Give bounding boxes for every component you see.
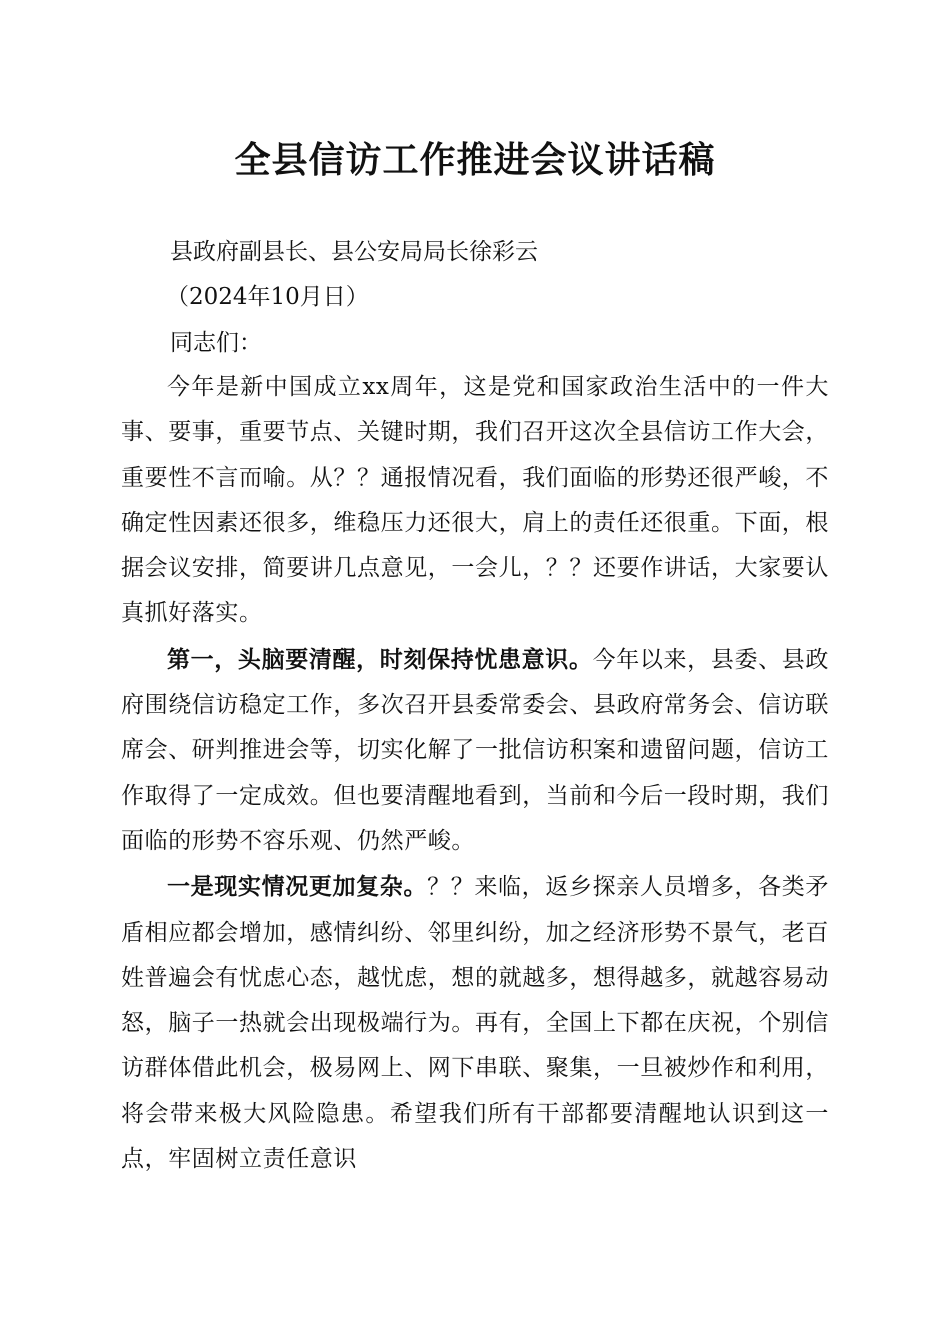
paragraph-text: ？？来临，返乡探亲人员增多，各类矛盾相应都会增加，感情纠纷、邻里纠纷，加之经济形势不景气，老百姓普遍会有忧虑心态，越忧虑，想的就越多，想得越多，就越容易动怒，脑子一热就会出现极端行为。再有，全国上下都在庆祝，个别信访群体借此机会，极易网上、网下串联、聚集，一旦被炒作和利用，将会带来极大风险隐患。希望我们所有干部都要清醒地认识到这一点，牢固树立责任意识 [121, 874, 829, 1173]
speaker-line: 县政府副县长、县公安局局长徐彩云 [170, 239, 538, 265]
paragraph-intro [121, 365, 829, 637]
paragraph-lead: 第一，头脑要清醒，时刻保持忧患意识。 [167, 645, 593, 673]
salutation: 同志们： [170, 330, 262, 356]
paragraph-text: 今年以来，县委、县政府围绕信访稳定工作，多次召开县委常委会、县政府常务会、信访联席会、研判推进会等，切实化解了一批信访积案和遗留问题，信访工作取得了一定成效。但也要清醒地看到，当前和今后一段时期，我们面临的形势不容乐观、仍然严峻。 [121, 646, 829, 854]
document-title: 全县信访工作推进会议讲话稿 [234, 139, 716, 181]
paragraph-first-point [121, 637, 829, 864]
paragraph-lead: 一是现实情况更加复杂。 [167, 873, 428, 901]
paragraph-sub-point [121, 864, 829, 1182]
date-line: （2024年10月日） [166, 284, 369, 310]
document-body [121, 365, 829, 1182]
paragraph-text: 今年是新中国成立xx周年，这是党和国家政治生活中的一件大事、要事，重要节点、关键时期，我们召开这次全县信访工作大会，重要性不言而喻。从？？通报情况看，我们面临的形势还很严峻，不确定性因素还很多，维稳压力还很大，肩上的责任还很重。下面，根据会议安排，简要讲几点意见，一会儿，？？还要作讲话，大家要认真抓好落实。 [121, 374, 829, 627]
